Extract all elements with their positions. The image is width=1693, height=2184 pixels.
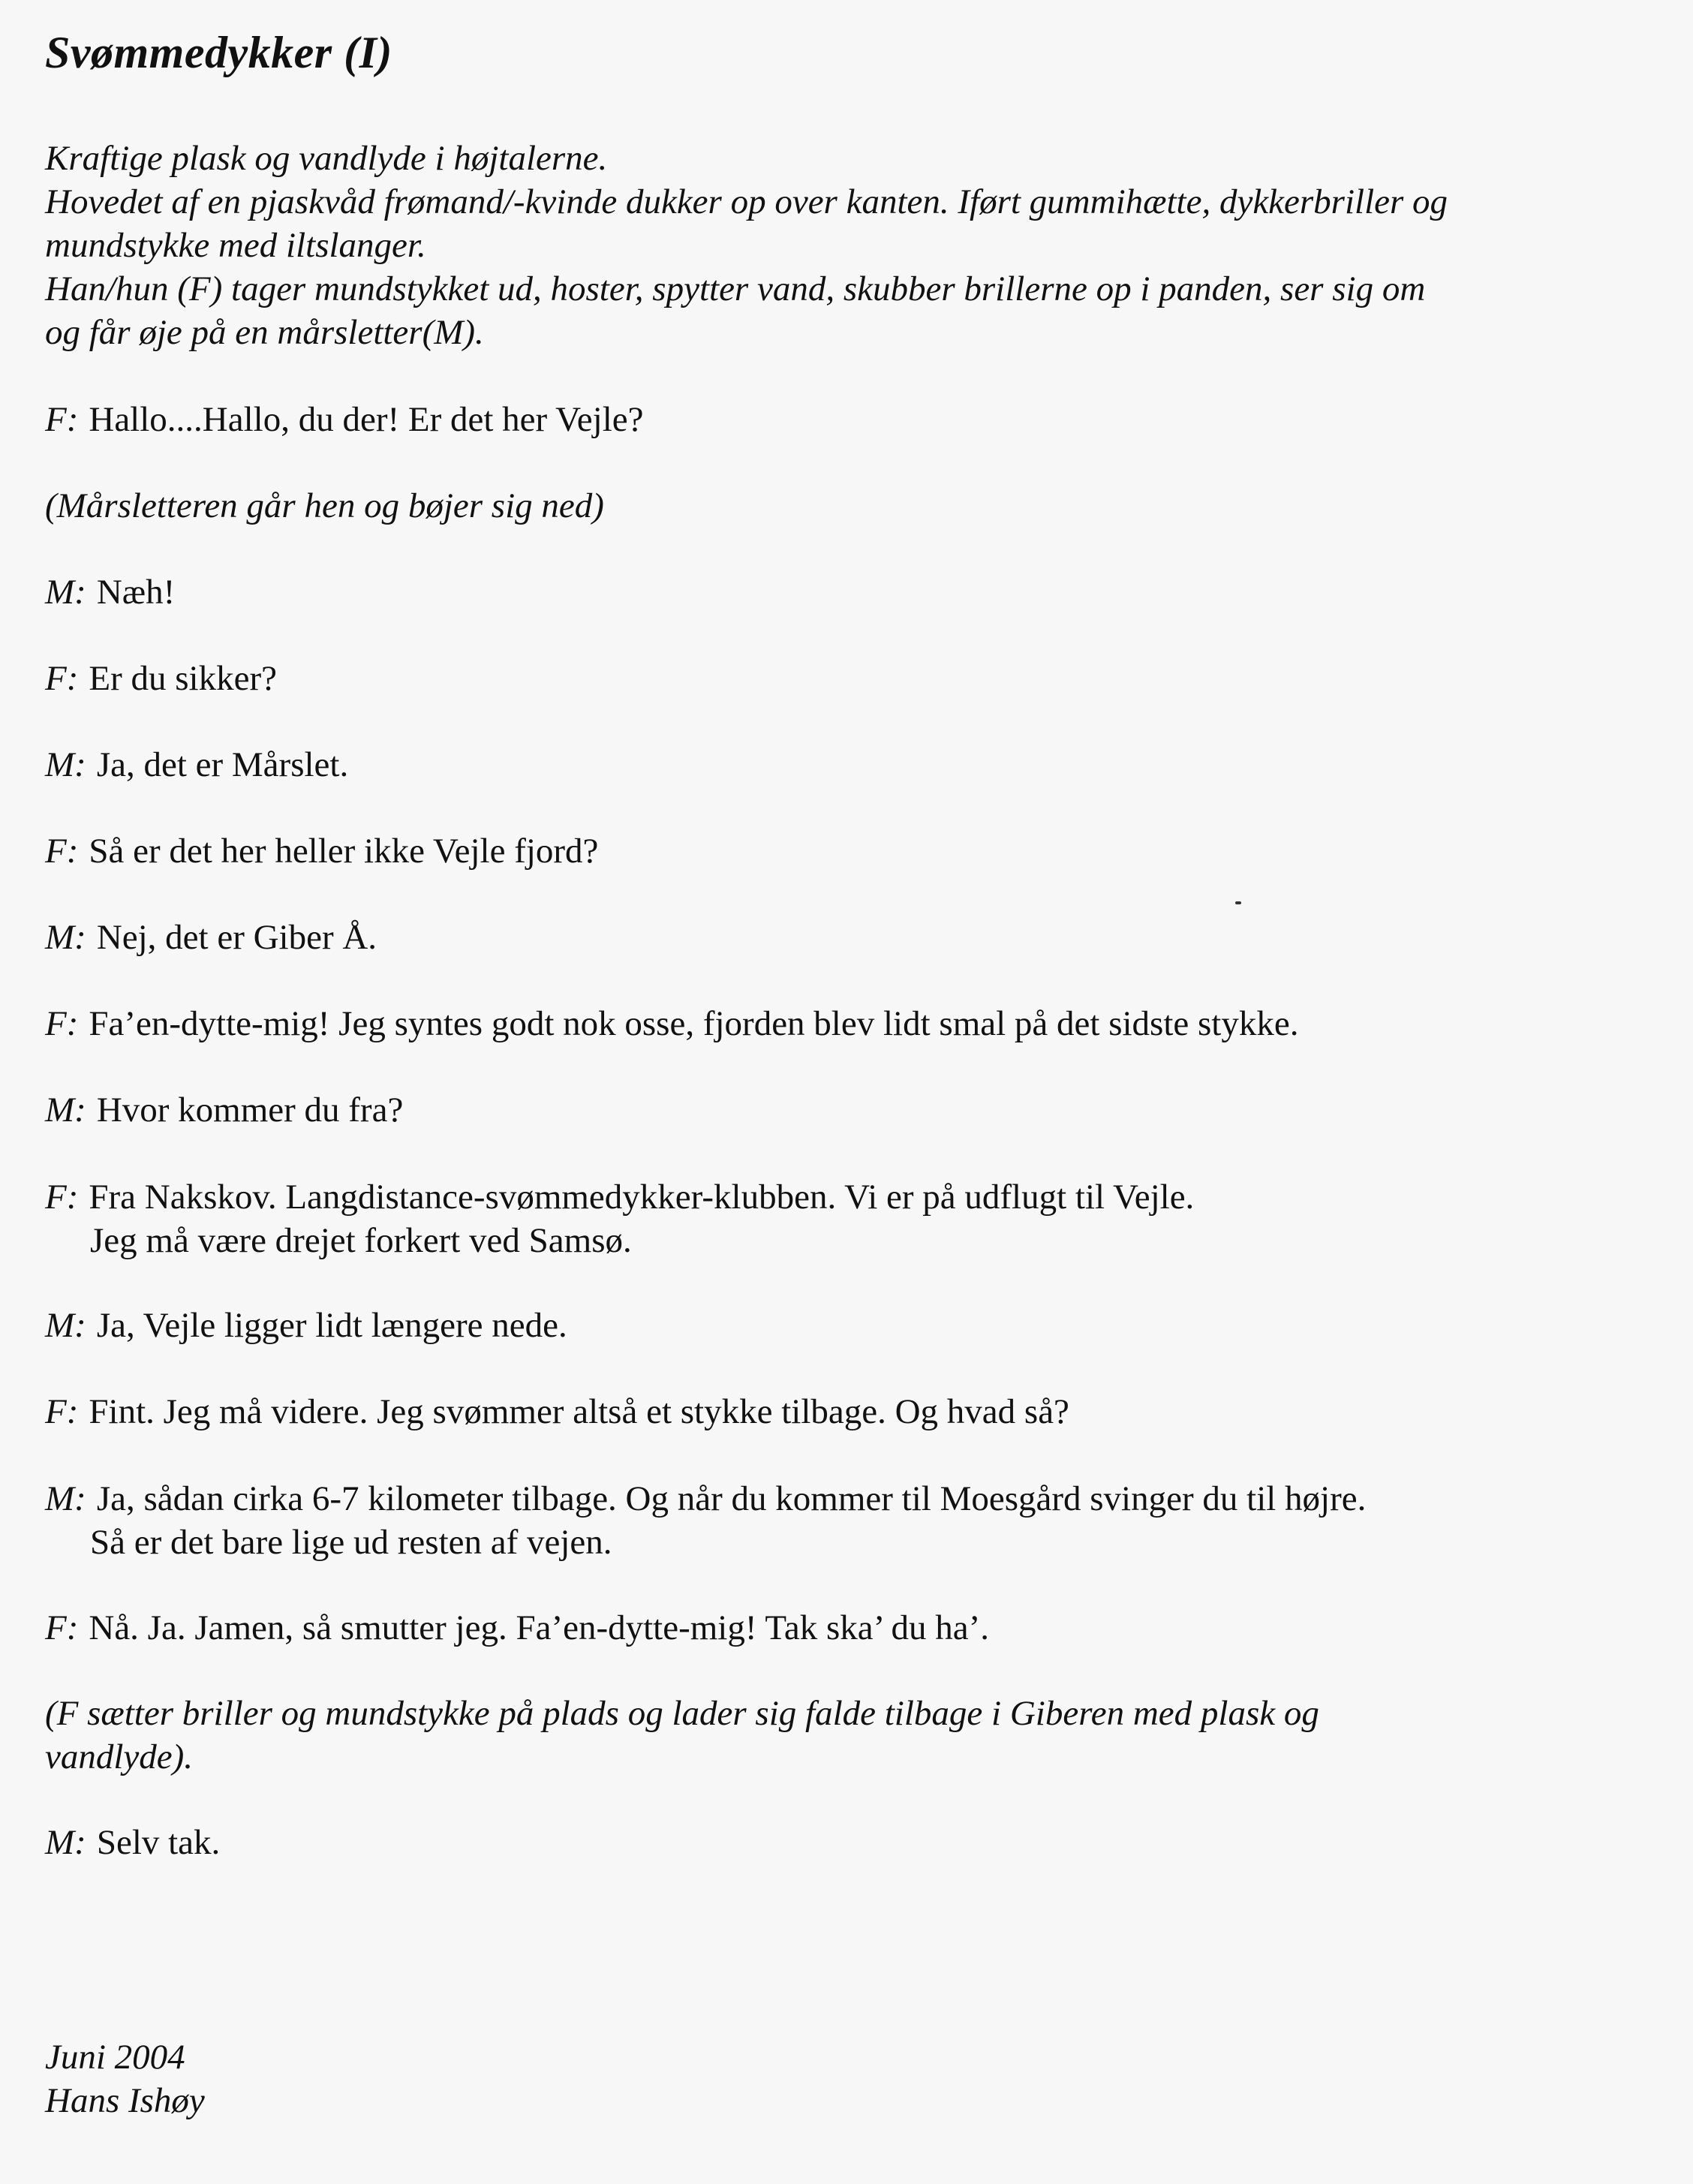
speaker-label: M: <box>45 1479 86 1518</box>
line-text: Nej, det er Giber Å. <box>96 918 377 957</box>
scan-speck <box>1235 901 1241 904</box>
line-continuation: Så er det bare lige ud resten af vejen. <box>90 1523 612 1562</box>
dialogue-line <box>45 743 1636 787</box>
speaker-label: F: <box>45 1392 79 1431</box>
line-text: Ja, sådan cirka 6-7 kilometer tilbage. Og når du kommer til Moesgård svinger du til højre. <box>96 1479 1367 1518</box>
footer-date: Juni 2004 <box>45 2038 185 2077</box>
speaker-label: M: <box>45 1306 86 1345</box>
line-text: Næh! <box>96 573 176 612</box>
speaker-label: M: <box>45 1823 86 1862</box>
speaker-label: M: <box>45 745 86 784</box>
footer-signature <box>45 2035 1636 2122</box>
intro-line: og får øje på en mårsletter(M). <box>45 313 484 352</box>
line-text: Hallo....Hallo, du der! Er det her Vejle? <box>89 400 644 439</box>
line-text: Er du sikker? <box>89 659 277 698</box>
stage-direction: (Mårsletteren går hen og bøjer sig ned) <box>45 486 604 525</box>
speaker-label: M: <box>45 573 86 612</box>
line-text: Fra Nakskov. Langdistance-svømmedykker-klubben. Vi er på udflugt til Vejle. <box>89 1178 1195 1217</box>
dialogue-line <box>45 570 1636 614</box>
intro-line: Kraftige plask og vandlyde i højtalerne. <box>45 139 608 178</box>
dialogue-line <box>45 1821 1636 1864</box>
line-text: Hvor kommer du fra? <box>96 1090 404 1130</box>
intro-line: mundstykke med iltslanger. <box>45 226 426 265</box>
line-continuation: Jeg må være drejet forkert ved Samsø. <box>90 1221 632 1260</box>
dialogue-line <box>45 916 1636 959</box>
speaker-label: F: <box>45 400 79 439</box>
dialogue-line <box>45 1175 1636 1262</box>
dialogue-line <box>45 1088 1636 1132</box>
speaker-label: F: <box>45 659 79 698</box>
dialogue-line <box>45 657 1636 700</box>
line-text: Nå. Ja. Jamen, så smutter jeg. Fa’en-dytte-mig! Tak ska’ du ha’. <box>89 1608 990 1647</box>
dialogue-line <box>45 1606 1636 1650</box>
speaker-label: F: <box>45 1608 79 1647</box>
speaker-label: F: <box>45 1178 79 1217</box>
line-text: Selv tak. <box>96 1823 221 1862</box>
speaker-label: M: <box>45 918 86 957</box>
dialogue-line <box>45 1002 1636 1045</box>
intro-line: Han/hun (F) tager mundstykket ud, hoster, spytter vand, skubber brillerne op i panden, ser sig om <box>45 269 1426 308</box>
line-text: Fa’en-dytte-mig! Jeg syntes godt nok osse, fjorden blev lidt smal på det sidste stykke. <box>89 1004 1299 1043</box>
speaker-label: F: <box>45 832 79 871</box>
line-text: Ja, Vejle ligger lidt længere nede. <box>96 1306 567 1345</box>
line-text: Fint. Jeg må videre. Jeg svømmer altså et stykke tilbage. Og hvad så? <box>89 1392 1069 1431</box>
stage-directions-intro <box>45 137 1636 354</box>
dialogue-line <box>45 1390 1636 1433</box>
line-text: Så er det her heller ikke Vejle fjord? <box>89 832 599 871</box>
stage-direction <box>45 1692 1636 1779</box>
dialogue-line <box>45 829 1636 873</box>
direction-line: (F sætter briller og mundstykke på plads og lader sig falde tilbage i Giberen med plask og <box>45 1694 1319 1733</box>
direction-line: vandlyde). <box>45 1737 194 1776</box>
document-title: Svømmedykker (I) <box>45 28 392 77</box>
dialogue-line <box>45 1304 1636 1347</box>
speaker-label: M: <box>45 1090 86 1130</box>
footer-author: Hans Ishøy <box>45 2081 205 2120</box>
dialogue-line <box>45 398 1636 441</box>
line-text: Ja, det er Mårslet. <box>96 745 349 784</box>
dialogue-line <box>45 1477 1636 1564</box>
speaker-label: F: <box>45 1004 79 1043</box>
intro-line: Hovedet af en pjaskvåd frømand/-kvinde dukker op over kanten. Iført gummihætte, dykkerbriller og <box>45 182 1448 221</box>
